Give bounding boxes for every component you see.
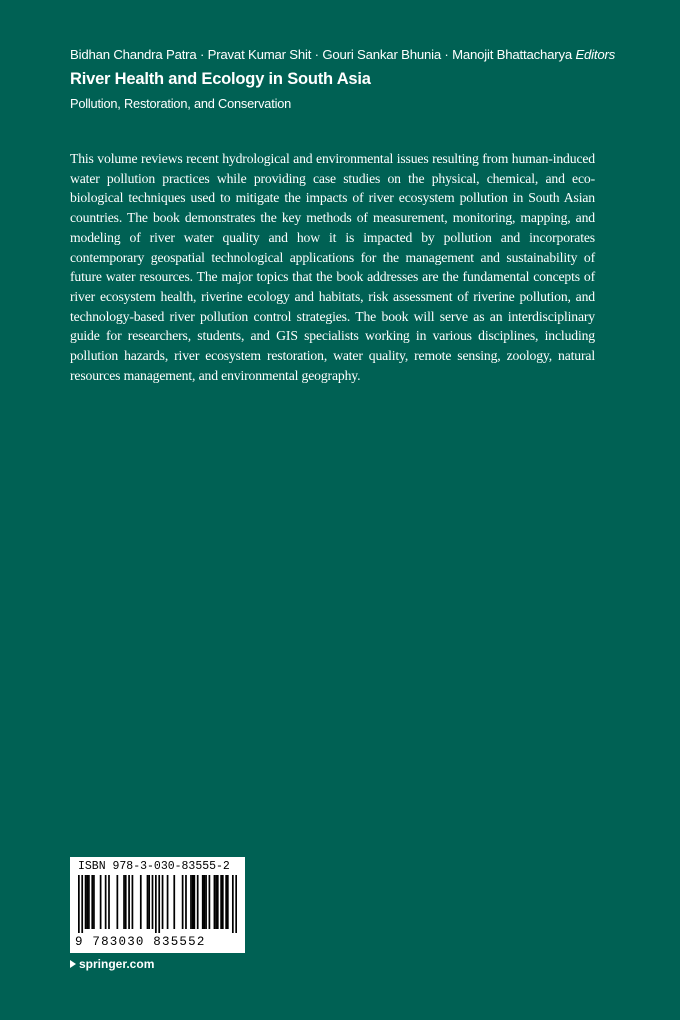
barcode-bar [193, 875, 195, 929]
barcode-bar [116, 875, 118, 929]
barcode-bar [88, 875, 90, 929]
barcode-bar [123, 875, 125, 929]
barcode-bar [205, 875, 207, 929]
barcode-bar [93, 875, 95, 929]
book-subtitle: Pollution, Restoration, and Conservation [70, 96, 292, 111]
book-title: River Health and Ecology in South Asia [70, 70, 371, 88]
barcode-bar [91, 875, 93, 929]
barcode-bar [86, 875, 88, 929]
barcode-bar [140, 875, 142, 929]
barcode-bar [202, 875, 204, 929]
editors-role: Editors [575, 47, 616, 62]
barcode-bar [128, 875, 130, 929]
barcode-bar [204, 875, 206, 929]
barcode-bar [148, 875, 150, 929]
barcode-bar [235, 875, 237, 933]
barcode-bar [147, 875, 149, 929]
barcode-bar [78, 875, 80, 933]
barcode-bar [85, 875, 87, 929]
barcode-bar [225, 875, 227, 929]
barcode-bar [81, 875, 83, 933]
isbn-barcode-block [70, 857, 245, 953]
barcode-bar [215, 875, 217, 929]
barcode-bar [158, 875, 160, 933]
barcode-bar [220, 875, 222, 929]
editor-names: Bidhan Chandra Patra · Pravat Kumar Shit · Gouri Sankar Bhunia · Manojit Bhattacharya [70, 47, 572, 62]
barcode-bar [173, 875, 175, 929]
barcode-bar [125, 875, 127, 929]
barcode-bar [152, 875, 154, 929]
ean-digits: 9 783030 835552 [75, 935, 206, 949]
barcode-bar [190, 875, 192, 929]
barcode-bar [197, 875, 199, 929]
barcode-bar [100, 875, 102, 929]
barcode-bar [209, 875, 211, 929]
barcode [78, 875, 237, 933]
barcode-bar [167, 875, 169, 929]
publisher-url: springer.com [79, 957, 155, 971]
barcode-bar [214, 875, 216, 929]
barcode-bar [227, 875, 229, 929]
barcode-bar [155, 875, 157, 933]
barcode-bar [222, 875, 224, 929]
barcode-bar [185, 875, 187, 929]
barcode-bar [105, 875, 107, 929]
book-description: This volume reviews recent hydrological and environmental issues resulting from human-induced water pollution practices while providing case studies on the physical, chemical, and eco-biological techniques used to mitigate the impacts of river ecosystem pollution in South Asian countries. The book demonstrates the key methods of measurement, monitoring, mapping, and modeling of river water quality and how it is impacted by pollution and incorporates contemporary geospatial technological applications for the management and sustainability of future water resources. The major topics that the book addresses are the fundamental concepts of river ecosystem health, riverine ecology and habitats, risk assessment of riverine pollution, and technology-based river pollution control strategies. The book will serve as an interdisciplinary guide for researchers, students, and GIS specialists working in various disciplines, including pollution hazards, river ecosystem restoration, water quality, remote sensing, zoology, natural resources management, and environmental geography. [70, 151, 595, 383]
barcode-bar [108, 875, 110, 929]
barcode-bar [192, 875, 194, 929]
editors-line [70, 47, 630, 62]
publisher-link[interactable] [70, 957, 154, 971]
barcode-bar [217, 875, 219, 929]
barcode-bar [182, 875, 184, 929]
barcode-bar [232, 875, 234, 933]
triangle-right-icon [70, 960, 76, 968]
barcode-bar [132, 875, 134, 929]
isbn-label: ISBN 978-3-030-83555-2 [78, 860, 230, 873]
barcode-bar [162, 875, 164, 929]
